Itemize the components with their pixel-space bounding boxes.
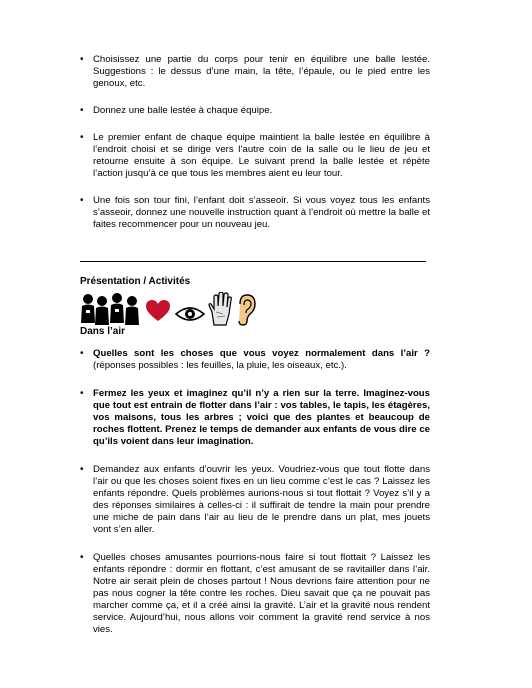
list-item	[80, 552, 430, 636]
senses-icon-row	[80, 292, 270, 328]
eye-icon	[175, 306, 205, 322]
bottom-bullet-list	[80, 348, 430, 636]
instruction-bold-text: Fermez les yeux et imaginez qu’il n’y a rien sur la terre. Imaginez-vous que tout est entrain de flotter dans l’air : vos tables, le tapis, les étagères, vos maisons, tous les arbres ; voici que des plantes et beaucoup de roches flottent. Prenez le temps de demander aux enfants de vous dire ce qu’ils voient dans leur imagination.	[93, 388, 430, 447]
top-bullet-list	[80, 54, 430, 231]
bullet-text: Choisissez une partie du corps pour tenir en équilibre une balle lestée. Suggestions : le dessus d’une main, la tête, l’épaule, ou le pied entre les genoux, etc.	[93, 54, 430, 89]
list-item	[80, 348, 430, 372]
heart-icon	[146, 300, 170, 322]
hand-icon	[208, 292, 232, 326]
bullet-text: Le premier enfant de chaque équipe maintient la balle lestée en équilibre à l’endroit choisi et se dirige vers l’autre coin de la salle ou le lieu de jeu et retourne ensuite à son équipe. Le suivant prend la balle lestée et répète l’action jusqu’à ce que tous les membres aient eu leur tour.	[93, 132, 430, 179]
section-divider	[80, 261, 426, 262]
list-item	[80, 105, 430, 117]
bullet-text: Demandez aux enfants d’ouvrir les yeux. Voudriez-vous que tout flotte dans l’air ou que les choses soient fixes en un lieu comme c’est le cas ? Laissez les enfants répondre. Quels problèmes aurions-nous si tout flottait ? Voyez s’il y a des réponses similaires à celles-ci : il suffirait de tendre la main pour prendre une miche de pain dans l’air au lieu de le prendre dans un plat, mes jouets vont s’en aller.	[93, 464, 430, 535]
ear-icon	[236, 294, 256, 326]
bullet-text: Quelles choses amusantes pourrions-nous faire si tout flottait ? Laissez les enfants répondre : dormir en flottant, c’est amusant de se ravitailler dans l’air. Notre air serait plein de choses partout ! Nous devrions faire attention pour ne pas nous cogner la tête contre les roches. Dieu savait que ça ne pouvait pas marcher comme ça, et il a créé ainsi la gravité. L’air et la gravité nous rendent service. Aujourd’hui, nous allons voir comment la gravité rend service à nos vies.	[93, 552, 430, 635]
list-item	[80, 464, 430, 536]
list-item	[80, 388, 430, 448]
children-group-icon	[80, 292, 142, 326]
list-item	[80, 195, 430, 231]
subsection-title: Dans l’air	[80, 326, 126, 337]
question-bold-text: Quelles sont les choses que vous voyez normalement dans l’air ?	[93, 348, 430, 359]
bullet-text: Donnez une balle lestée à chaque équipe.	[93, 105, 273, 116]
question-rest-text: (réponses possibles : les feuilles, la pluie, les oiseaux, etc.).	[93, 360, 347, 371]
section-title: Présentation / Activités	[80, 276, 191, 287]
bullet-text: Une fois son tour fini, l’enfant doit s’asseoir. Si vous voyez tous les enfants s’asseoir, donnez une nouvelle instruction quant à l’endroit où mettre la balle et faites recommencer pour un nouveau jeu.	[93, 195, 430, 230]
list-item	[80, 54, 430, 90]
list-item	[80, 132, 430, 180]
